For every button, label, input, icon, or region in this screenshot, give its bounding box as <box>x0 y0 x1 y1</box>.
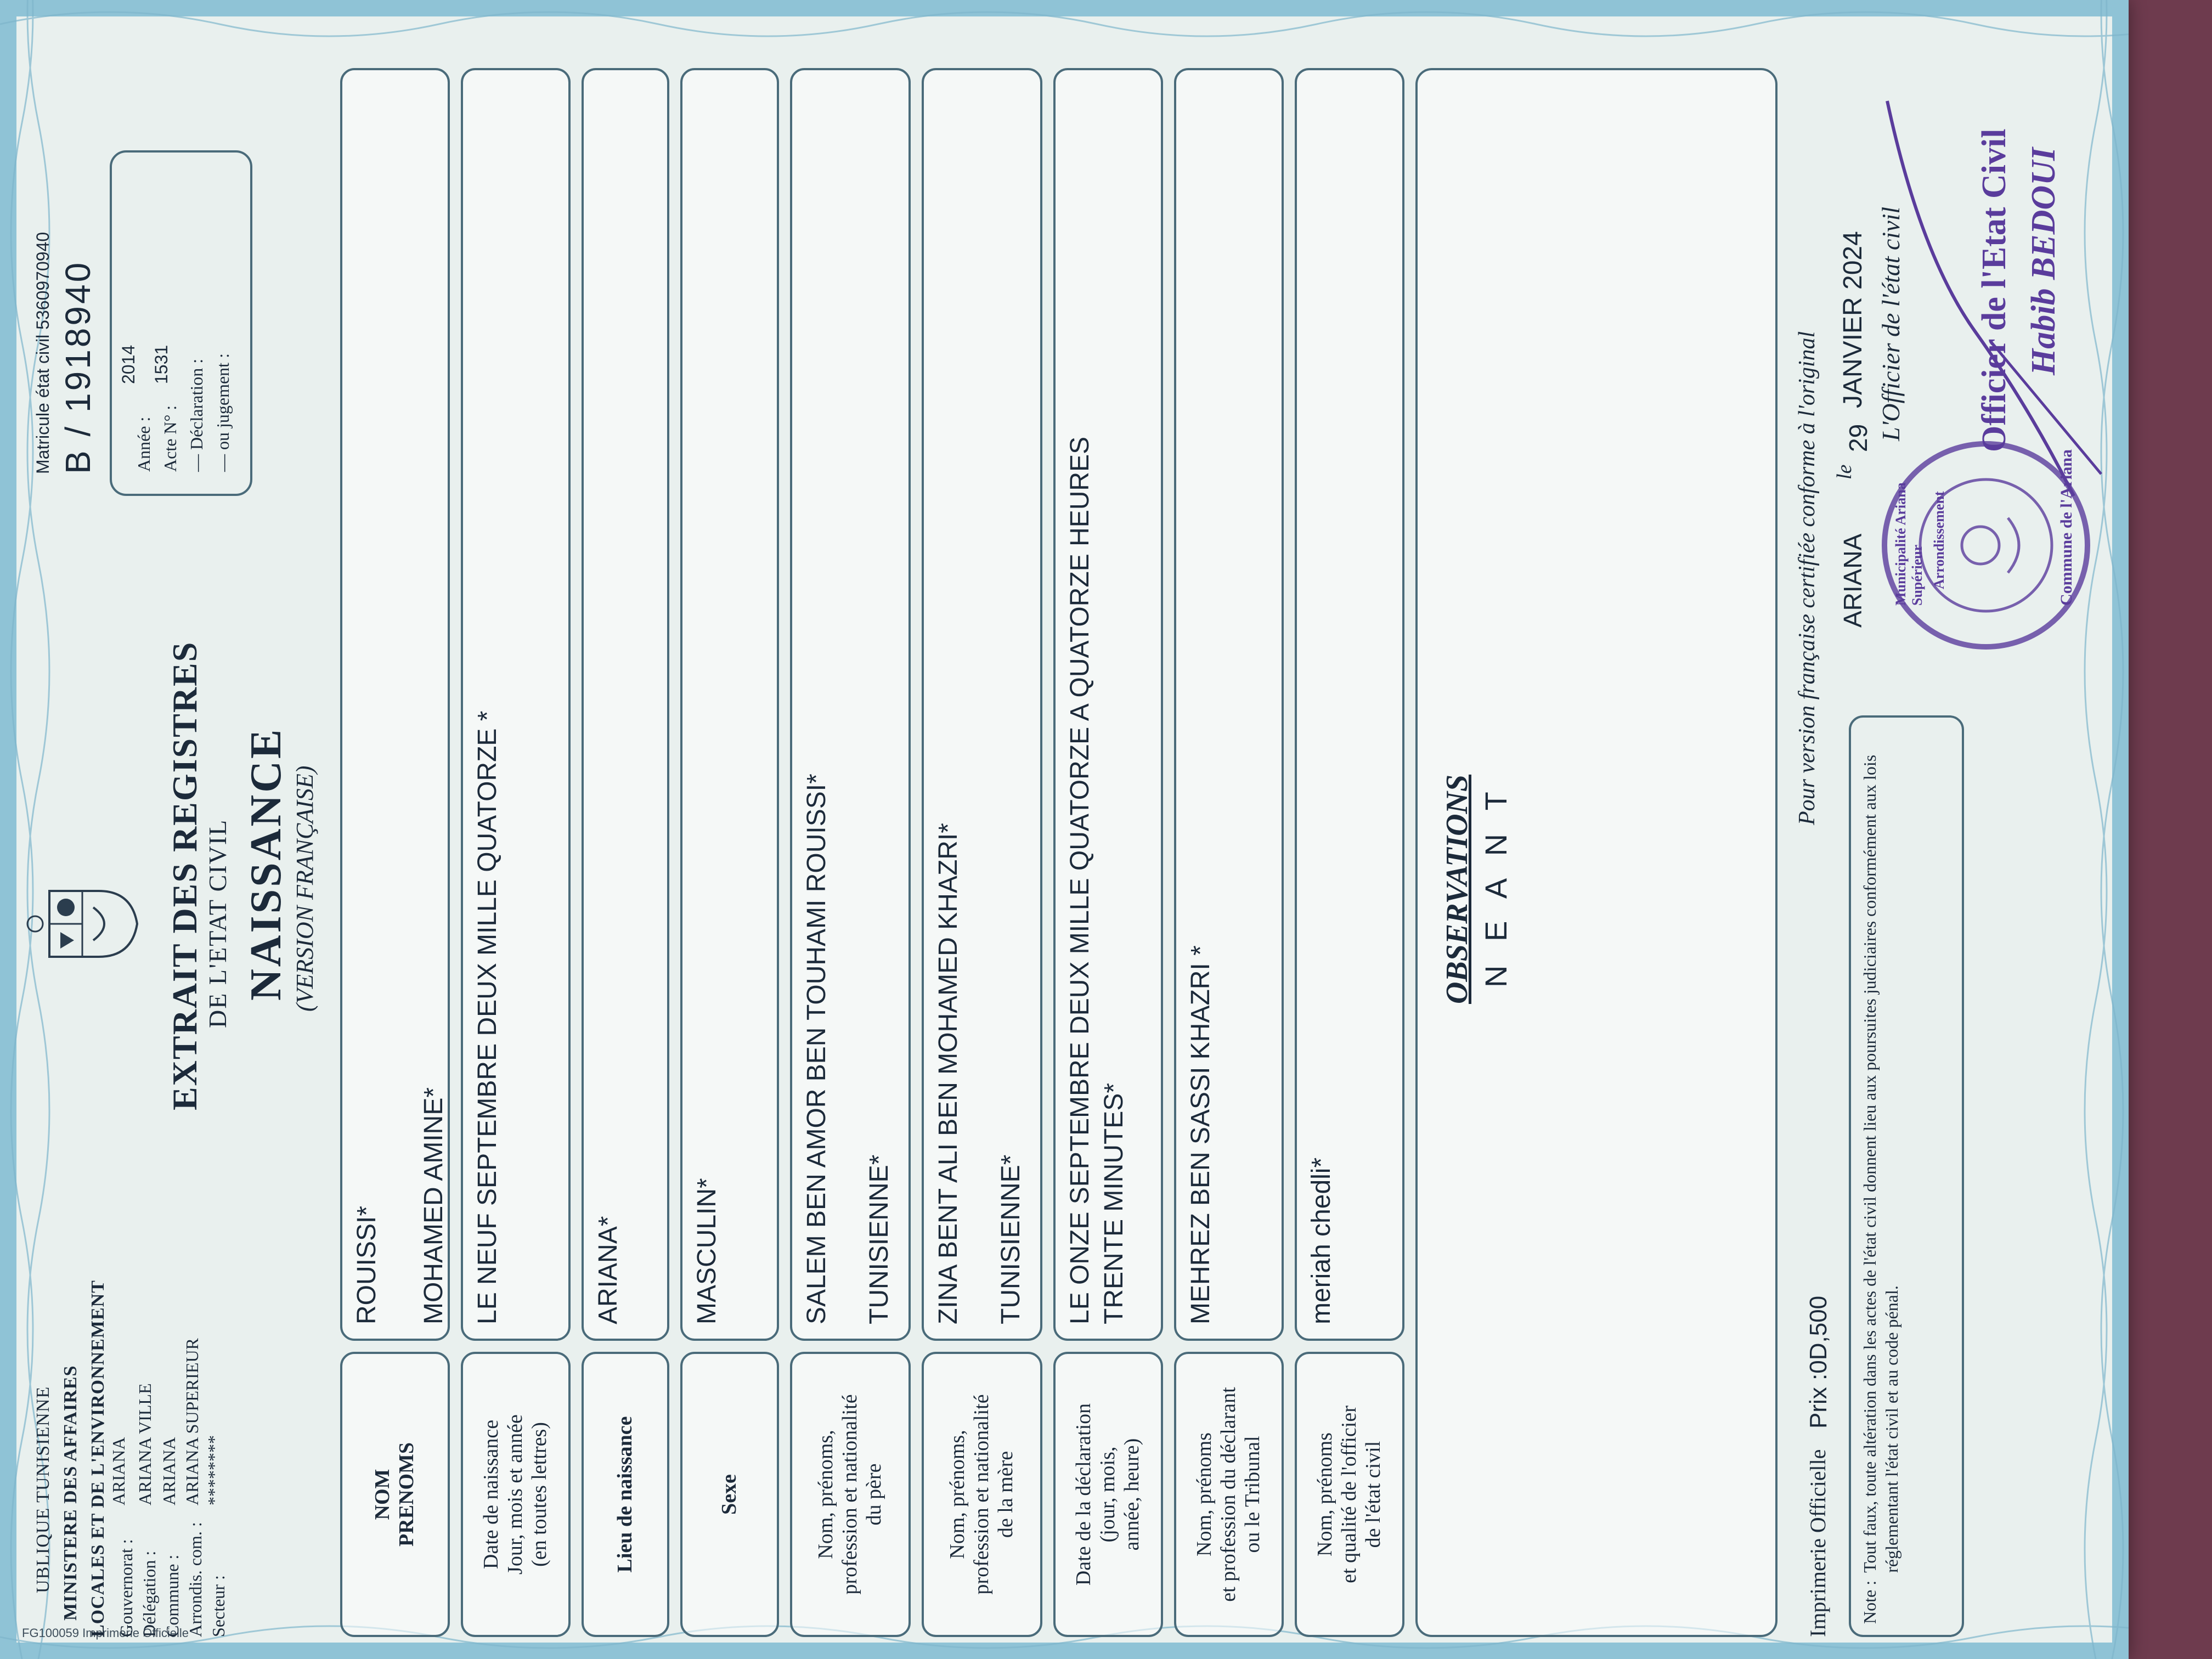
secteur-label: Secteur : <box>208 1575 228 1637</box>
label-pere: Nom, prénoms, profession et nationalité du père <box>790 1352 911 1637</box>
acte-label: Acte N° : <box>160 405 180 472</box>
label-declarant: Nom, prénoms et profession du déclarant ou le Tribunal <box>1174 1352 1284 1637</box>
note-text: Tout faux, toute altération dans les actes de l'état civil donnent lieu aux poursuites judiciaires conformément aux lois réglementant l'état civil et au code pénal. <box>1860 754 1901 1573</box>
title-extrait: EXTRAIT DES REGISTRES <box>165 641 204 1110</box>
declaration-date-text: LE ONZE SEPTEMBRE DEUX MILLE QUATORZE A QUATORZE HEURES <box>1065 436 1094 1324</box>
republique-text: UBLIQUE TUNISIENNE <box>33 1386 53 1593</box>
label-mere: Nom, prénoms, profession et nationalité de la mère <box>922 1352 1042 1637</box>
label-date-declaration: Date de la déclaration (jour, mois, année, heure) <box>1053 1352 1163 1637</box>
annee-label: Année : <box>134 416 154 472</box>
gouvernorat-value: ARIANA <box>109 1437 128 1505</box>
tunisia-emblem <box>22 869 143 979</box>
place: ARIANA <box>1838 533 1867 628</box>
delegation-label: Délégation : <box>139 1550 159 1637</box>
title-naissance: NAISSANCE <box>242 727 290 1001</box>
stamp-ring-bottom: Commune de l'Ariana <box>2057 449 2075 606</box>
note-label: Note : <box>1860 1580 1880 1624</box>
pere-nationalite-text: TUNISIENNE* <box>865 1154 894 1324</box>
note-box <box>1849 715 1964 1637</box>
label-officier: Nom, prénoms et qualité de l'officier de l'état civil <box>1295 1352 1404 1637</box>
value-date-declaration <box>1053 68 1163 1341</box>
delegation-value: ARIANA VILLE <box>135 1383 155 1505</box>
mere-nationalite-text: TUNISIENNE* <box>996 1154 1026 1324</box>
serial-number: B / 1918940 <box>58 260 98 474</box>
observations-box <box>1415 68 1778 1637</box>
signature-title: Officier de l'Etat Civil <box>1976 128 2013 452</box>
date-day: 29 <box>1844 424 1872 452</box>
pere-nom-text: SALEM BEN AMOR BEN TOUHAMI ROUISSI* <box>802 774 831 1324</box>
value-pere <box>790 68 911 1341</box>
margin-code: FG100059 Imprimerie Officielle <box>22 1626 189 1640</box>
signature-stroke <box>1865 90 2118 507</box>
prenoms-text: MOHAMED AMINE* <box>419 1087 449 1324</box>
declaration-label: — Déclaration : <box>187 358 206 472</box>
gouvernorat-label: Gouvernorat : <box>116 1539 136 1637</box>
label-nom-prenoms: NOM PRENOMS <box>340 1352 450 1637</box>
label-sexe: Sexe <box>680 1352 779 1637</box>
date-rest: JANVIER 2024 <box>1838 231 1867 408</box>
arrondis-label: Arrondis. com. : <box>185 1522 205 1637</box>
title-version: (VERSION FRANÇAISE) <box>291 765 318 1012</box>
matricule: Matricule état civil 5360970940 <box>33 232 53 474</box>
value-declarant: MEHREZ BEN SASSI KHAZRI * <box>1174 68 1284 1341</box>
imprimerie: Imprimerie Officielle <box>1805 1449 1830 1637</box>
value-mere <box>922 68 1042 1341</box>
stamp-ring-top: Municipalité Ariana Supérieur <box>1893 482 1925 606</box>
officer-title: L'Officier de l'état civil <box>1877 206 1905 441</box>
nom-text: ROUISSI* <box>352 1205 381 1324</box>
value-lieu-naissance: ARIANA* <box>582 68 669 1341</box>
value-date-naissance: LE NEUF SEPTEMBRE DEUX MILLE QUATORZE * <box>461 68 571 1341</box>
observations-value: N E A N T <box>1479 784 1513 988</box>
le-word: le <box>1833 464 1856 479</box>
jugement-label: — ou jugement : <box>213 353 233 472</box>
title-etat-civil: DE L'ETAT CIVIL <box>204 819 232 1028</box>
acte-box <box>110 150 252 496</box>
value-sexe: MASCULIN* <box>680 68 779 1341</box>
value-officier: meriah chedli* <box>1295 68 1404 1341</box>
signature-name: Habib BEDOUI <box>2025 147 2062 375</box>
observations-label: OBSERVATIONS <box>1440 774 1474 1004</box>
label-lieu-naissance: Lieu de naissance <box>582 1352 669 1637</box>
value-nom <box>340 68 450 1341</box>
commune-label: Commune : <box>162 1554 182 1637</box>
secteur-value: ******** <box>204 1435 224 1505</box>
certified-text: Pour version française certifiée conforme à l'original <box>1795 331 1820 825</box>
declaration-time-text: TRENTE MINUTES* <box>1099 1082 1129 1324</box>
ministere-line2: LOCALES ET DE L'ENVIRONNEMENT <box>88 1280 108 1637</box>
mere-nom-text: ZINA BENT ALI BEN MOHAMED KHAZRI* <box>934 823 963 1324</box>
label-date-naissance: Date de naissance Jour, mois et année (en toutes lettres) <box>461 1352 571 1637</box>
arrondis-value: ARIANA SUPERIEUR <box>182 1338 202 1505</box>
ministere-line1: MINISTERE DES AFFAIRES <box>60 1365 81 1621</box>
annee-value: 2014 <box>119 345 138 384</box>
commune-value: ARIANA <box>159 1437 179 1505</box>
acte-value: 1531 <box>151 345 171 384</box>
prix: Prix :0D,500 <box>1805 1295 1832 1429</box>
stamp-ring-mid: Arrondissement <box>1931 491 1947 589</box>
